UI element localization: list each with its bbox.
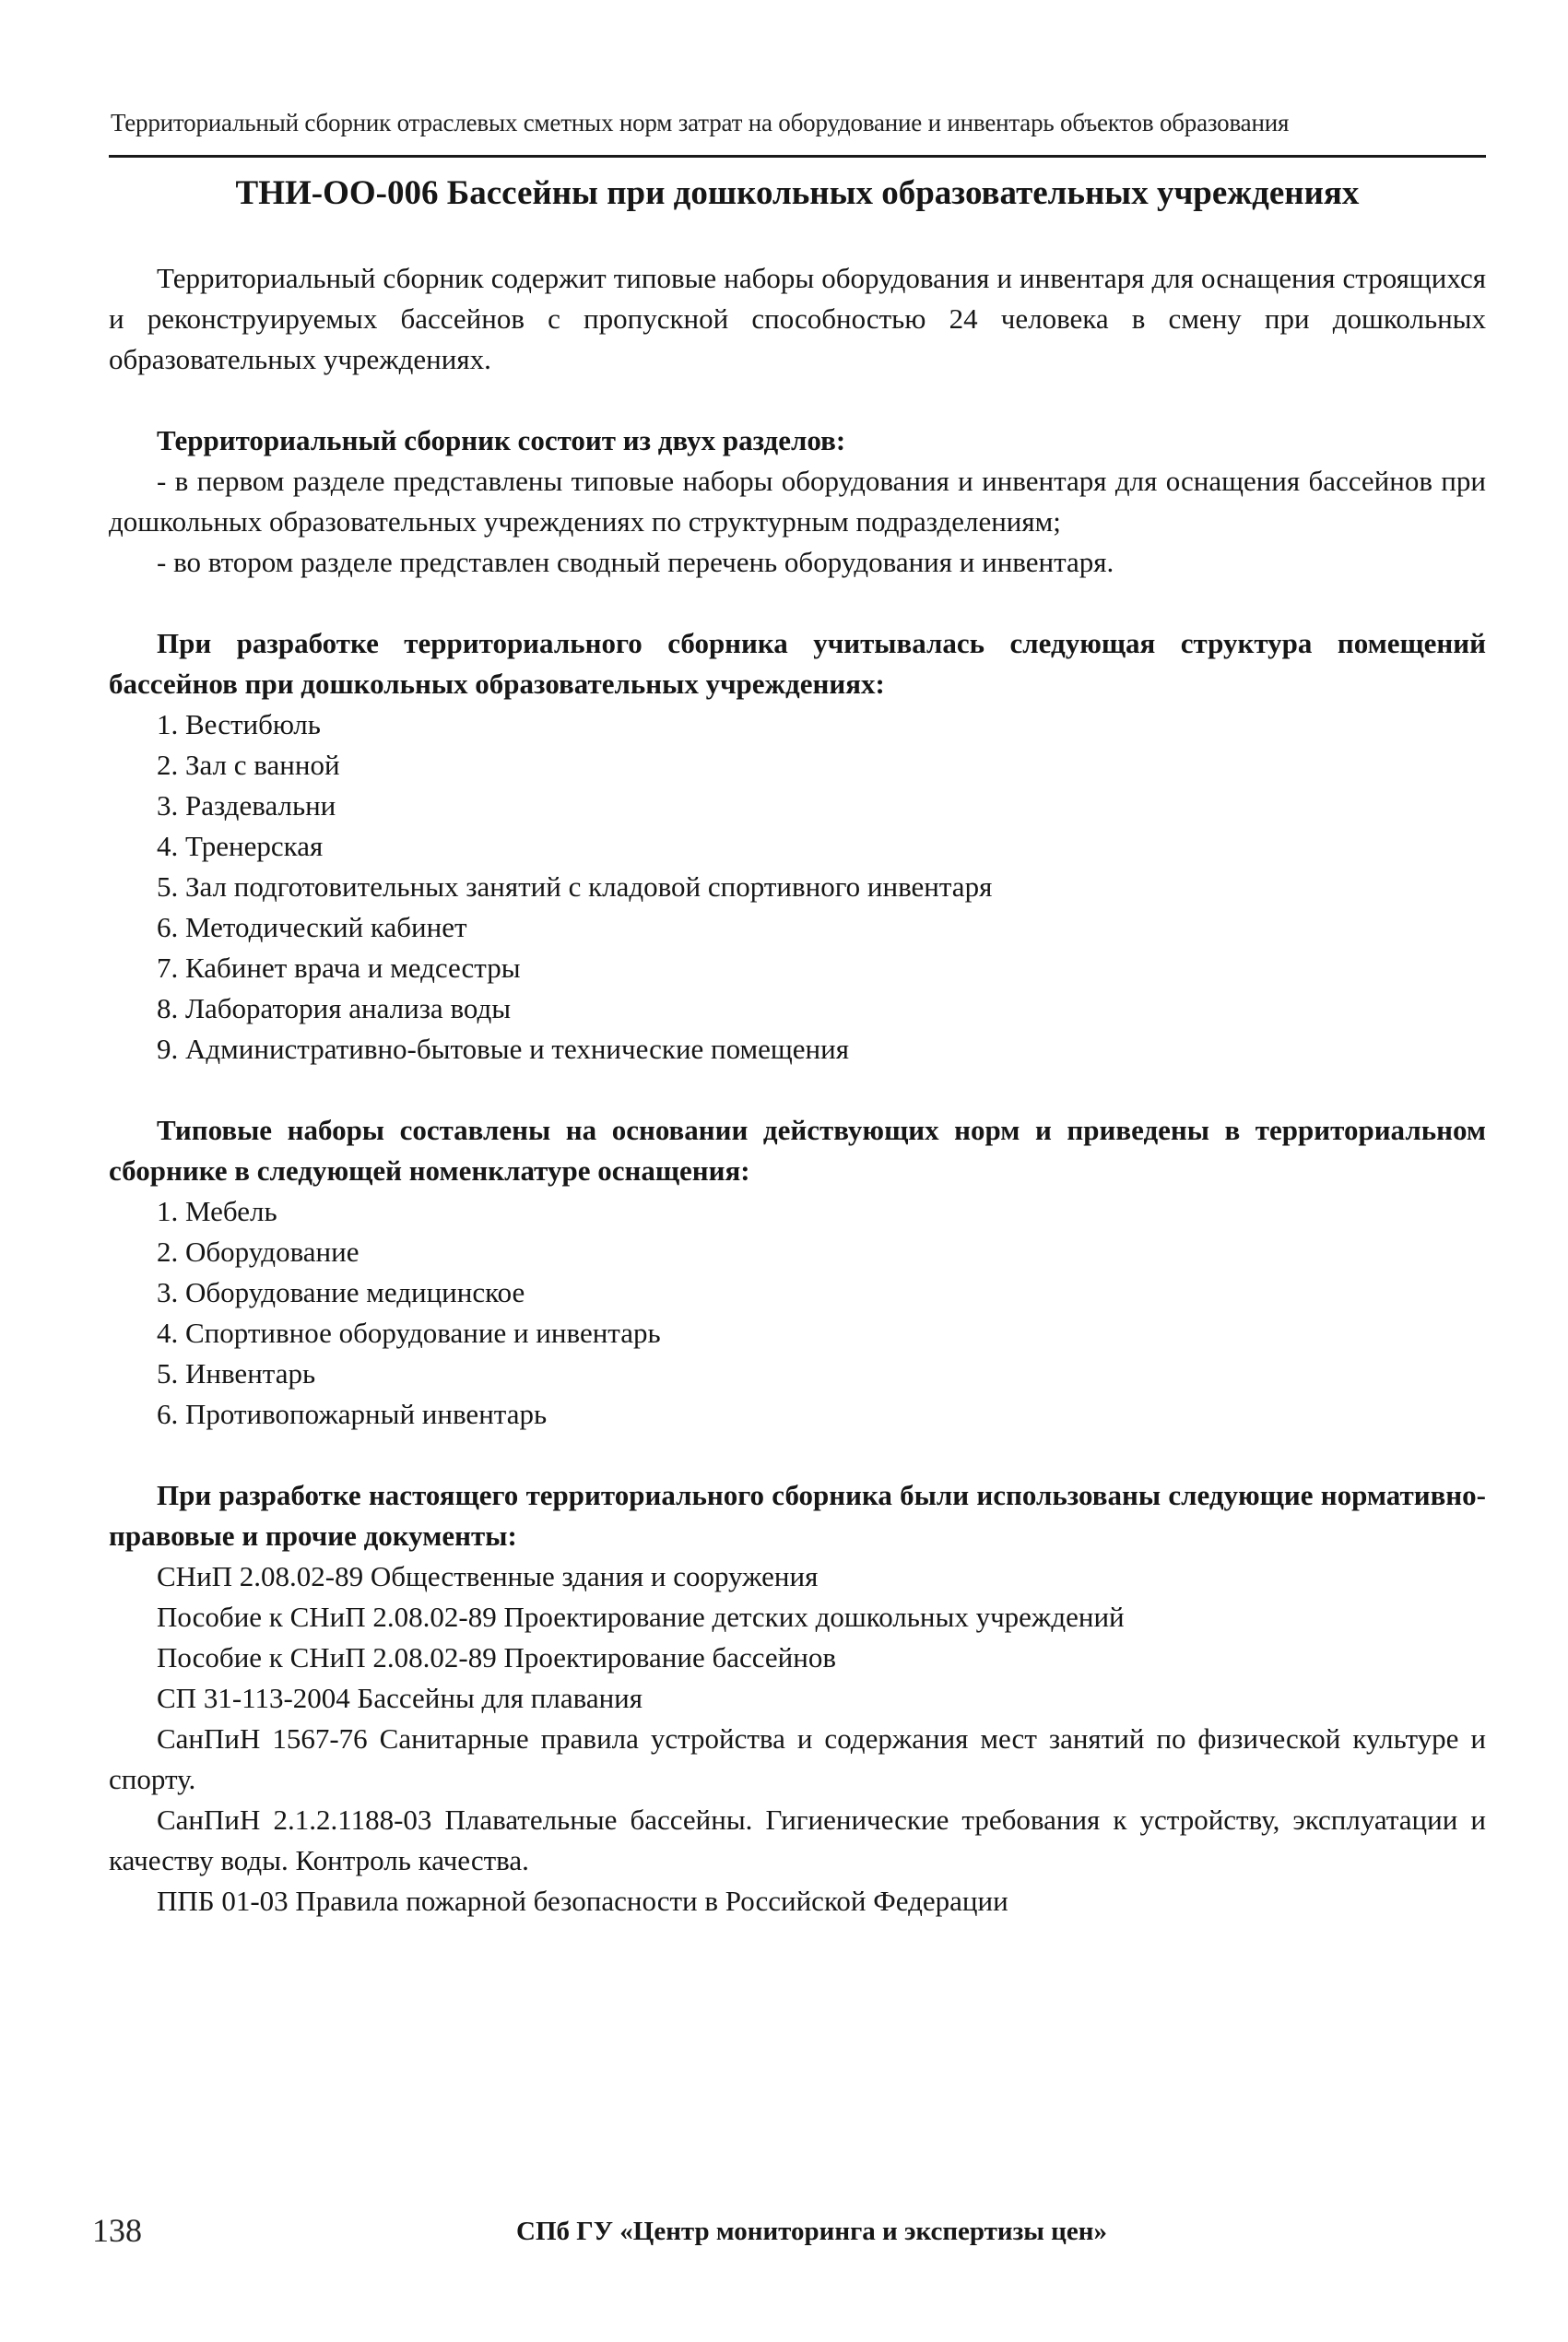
structure-item: 2. Зал с ванной	[157, 749, 340, 781]
document-reference: СП 31-113-2004 Бассейны для плавания	[157, 1682, 643, 1714]
structure-item: 4. Тренерская	[157, 830, 324, 862]
spacer	[109, 380, 1486, 420]
document-reference: СНиП 2.08.02-89 Общественные здания и сооружения	[157, 1560, 819, 1592]
structure-heading: При разработке территориального сборника учитывалась следующая структура помещений бассейнов при дошкольных образовательных учреждениях:	[109, 627, 1486, 700]
spacer	[109, 583, 1486, 623]
sections-item: - во втором разделе представлен сводный перечень оборудования и инвентаря.	[157, 546, 1114, 578]
nomenclature-list	[109, 1191, 1486, 1435]
footer-organization: СПб ГУ «Центр мониторинга и экспертизы цен»	[516, 2217, 1107, 2246]
documents-heading: При разработке настоящего территориального сборника были использованы следующие нормативно-правовые и прочие документы:	[109, 1479, 1486, 1552]
document-reference: ППБ 01-03 Правила пожарной безопасности в Российской Федерации	[157, 1885, 1008, 1917]
spacer	[109, 1435, 1486, 1475]
document-reference: СанПиН 1567-76 Санитарные правила устройства и содержания мест занятий по физической культуре и спорту.	[109, 1722, 1486, 1795]
structure-list	[109, 704, 1486, 1070]
document-body	[109, 258, 1486, 1922]
spacer	[109, 1070, 1486, 1110]
structure-item: 3. Раздевальни	[157, 789, 336, 822]
document-reference: Пособие к СНиП 2.08.02-89 Проектирование бассейнов	[157, 1641, 836, 1674]
page-number: 138	[92, 2212, 142, 2249]
structure-item: 1. Вестибюль	[157, 708, 321, 740]
document-reference: СанПиН 2.1.2.1188-03 Плавательные бассейны. Гигиенические требования к устройству, эксплуатации и качеству воды. Контроль качества.	[109, 1804, 1486, 1876]
structure-item: 7. Кабинет врача и медсестры	[157, 952, 521, 984]
document-reference: Пособие к СНиП 2.08.02-89 Проектирование детских дошкольных учреждений	[157, 1601, 1125, 1633]
structure-item: 9. Административно-бытовые и технические помещения	[157, 1033, 849, 1065]
running-header: Территориальный сборник отраслевых сметных норм затрат на оборудование и инвентарь объектов образования	[111, 109, 1290, 136]
nomenclature-item: 6. Противопожарный инвентарь	[157, 1398, 548, 1430]
nomenclature-item: 5. Инвентарь	[157, 1357, 316, 1390]
nomenclature-item: 2. Оборудование	[157, 1236, 360, 1268]
document-title: ТНИ-ОО-006 Бассейны при дошкольных образовательных учреждениях	[235, 174, 1360, 212]
header-divider	[109, 155, 1486, 158]
nomenclature-item: 3. Оборудование медицинское	[157, 1276, 525, 1308]
sections-heading: Территориальный сборник состоит из двух разделов:	[157, 424, 846, 456]
nomenclature-heading: Типовые наборы составлены на основании действующих норм и приведены в территориальном сборнике в следующей номенклатуре оснащения:	[109, 1114, 1486, 1187]
structure-item: 6. Методический кабинет	[157, 911, 467, 943]
sections-item: - в первом разделе представлены типовые наборы оборудования и инвентаря для оснащения бассейнов при дошкольных образовательных учреждениях по структурным подразделениям;	[109, 465, 1486, 538]
structure-item: 8. Лаборатория анализа воды	[157, 992, 512, 1024]
intro-paragraph: Территориальный сборник содержит типовые наборы оборудования и инвентаря для оснащения строящихся и реконструируемых бассейнов с пропускной способностью 24 человека в смену при дошкольных образовательных учреждениях.	[109, 262, 1486, 375]
nomenclature-item: 1. Мебель	[157, 1195, 277, 1227]
structure-item: 5. Зал подготовительных занятий с кладовой спортивного инвентаря	[157, 870, 993, 903]
nomenclature-item: 4. Спортивное оборудование и инвентарь	[157, 1317, 661, 1349]
